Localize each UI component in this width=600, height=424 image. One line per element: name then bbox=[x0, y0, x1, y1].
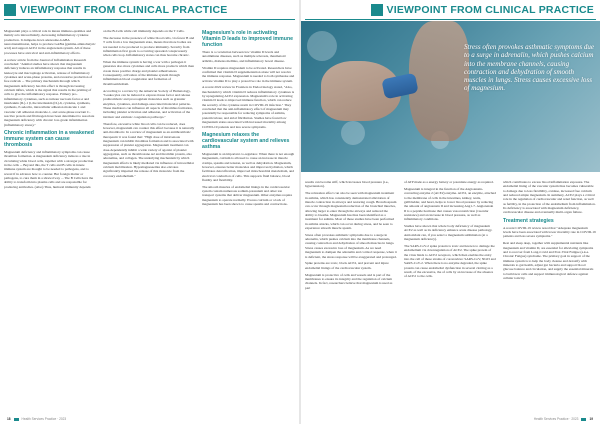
footer-source: Health Services Practice · 2023 bbox=[533, 417, 579, 421]
pull-quote: Stress often provokes asthmatic symptoms due to a surge in adrenalin, which pushes calcium into the membrane channels, causing contraction and dehydration of smooth muscles in lungs. Stress causes excessive loss of magnesium. bbox=[464, 43, 595, 93]
page-number: 18 bbox=[7, 417, 11, 421]
right-page bbox=[301, 0, 600, 424]
page-header bbox=[301, 3, 600, 17]
section-heading: Magnesium relaxes the cardiovascular system and relieves asthma bbox=[202, 131, 290, 150]
article-column-3 bbox=[202, 27, 295, 209]
article-column-2 bbox=[404, 180, 496, 281]
paragraph: Vitamin D requires magnesium to be activated. Researchers have confirmed that vitamin D supplementation alone will not resolve the immune response. Magnesium is needed to both synthesise and activate vitamin D to play a protective role in the immune system. bbox=[202, 65, 295, 83]
paragraph: results can become stiff, which increases blood pressure (i.e., hypertension). bbox=[305, 180, 390, 189]
paragraph: The relaxation effect can also be seen with magnesium treatment in asthma, which has consistently demonstrated alleviation of muscle contraction in airways and restoring cough. Bronchospasm can occur through magnesium reduction of the bronchial muscles, allowing larger to enter through the airways and reduced the ability to breathe. Magnesium has thus been identified as a treatment for asthma. Most of these studies have been performed in asthma attacks, which can occur during stress, and be seen to experience smooth muscle spasm. bbox=[305, 191, 397, 230]
page-footer bbox=[4, 417, 66, 421]
paragraph: A review article from the Journal of Inflammation Research concluded: "Animal studies have shown that magnesium deficiency induces an inflammatory response that results in leukocyte and macrophage activation, release of inflammatory cytokines and acute-phase proteins, and excessive production of free radicals ... The primary mechanism through which magnesium deficiency has this effect is through increasing calcium influx, which is the signal that results in the priming of cells to give the inflammatory response. Primary pro-inflammatory cytokines, such as tumour necrosis factor-α and interleukin (IL)-1 β, the interleukin (IL)-6, cytokine, synthesis, synthesis, E-selectin, intracellular adhesion molecule 1 and vascular cell adhesion molecule-1, and acute-phase reactant C-reactive protein and fibrinogen have been determined to associate magnesium deficiency with chronic low-grade inflammation (inflammatory stress)." bbox=[4, 57, 95, 127]
section-heading: Magnesium's role in activating Vitamin D leads to improved immune function bbox=[202, 30, 293, 48]
paragraph: which contributes to excess blood inflammation exposure. The endothelial lining of the vascular system thus becomes vulnerable to damage due to less flexibility, oxidase, increased free calcium and reduced ample magnesium. In summary, ACE2 plays a critical role in the regulation of cardiovascular and renal function, as well as fertility, in the protection of the endothelium from inflammation. Its deficiency is associated with magnesium deficiency, cardiovascular disease and eventually multi-organ failure. bbox=[503, 180, 596, 215]
article-column-3 bbox=[503, 180, 596, 283]
paragraph: The smooth muscles of endothelial linings in the cardiovascular system contain numerous sodium-potassium and other ion transport systems that deliver magnesium. Other enzymes require magnesium to operate normally. Excess calcium or a lack of magnesium has been shown to cause spasms and contractions. bbox=[202, 184, 293, 207]
section-title: VIEWPOINT FROM CLINICAL PRACTICE bbox=[386, 4, 594, 16]
paragraph: of ATP made as a energy battery or potentiate energy as required. bbox=[404, 180, 494, 184]
paragraph: Spike proteins are toxic, block ACE2, and prevent and injure endothelial linings of the cardiovascular system. bbox=[305, 261, 389, 270]
page-footer bbox=[534, 417, 596, 421]
header-rule bbox=[305, 19, 596, 20]
bokeh-light bbox=[307, 31, 337, 61]
paragraph: There is a correlation between low vitamin D levels and autoimmune diseases, such as multiple sclerosis, rheumatoid arthritis, diabetes mellitus, and inflammatory bowel disease. bbox=[202, 50, 286, 63]
paragraph: According to a review by the American Society of Hematology, "Leukocytes can be induced to express tissue factor and release prothrombotic and procoagulant molecules such as granular enzymes, cytokines, and damage-associated molecular patterns. These mediators can influence all aspects of thrombus formation, including platelet activation and adhesion, and activation of the intrinsic and extrinsic coagulation pathways." bbox=[103, 88, 193, 119]
paragraph: Magnesium deficiency and inflammatory symptoms can cause thrombus formation. A magnesium deficiency induces a rise in circulating white blood cells, together with a stronger production in the cells ... Beyond this, the T cells and B cells in innate immune system are thought to be needed to pathogens, and to reveal if in advance how to counter. But foreign matter or pathogens, to cure them in a shrewd way ... The B Cells have the ability to transform into plasma cells and are responsible for producing antibodies. (Also) Thus, humoral immunity depends bbox=[4, 150, 94, 189]
person-face-image bbox=[409, 21, 469, 141]
article-column-2 bbox=[103, 29, 195, 181]
paragraph: Magnesium plays a critical role in innate immuno-qualities and mainly acts intracellularly, decreasing inflammatory cytokine production. It dampens down adenosine-GABA neurotransmission, helps to produce GABA (gamma-aminobutyric acid) and support ACE2 in the angiotensin system. All of these processes have anti-viral and anti-inflammatory effects. bbox=[4, 29, 96, 55]
paragraph: Therefore, excessive white blood cells can be reduced, does however, magnesium can counter this effect because it is naturally anti-thrombotic. In a review of magnesium as an antithrombotic therapeutic it was found that: "High dose of intravenous magnesium can inhibit thrombus formation and is associated with suppression of platelet aggregation. Magnesium treatment can dose-dependently inhibit a wide variety of agonist of platelet aggregation, such as thromboxane A2 and thrombin protein, also adrenaline, and collagen. The underlying mechanism by which magnesium affects is likely mediated via influence of intracellular calcium mobilisation. Hypomagnesaemia also elevates significantly impaired the release of this molecule from the coronary endothelium." bbox=[103, 121, 195, 178]
paragraph: The decrease in the presence of white blood cells, via fewer B and T cells from a low magnesium state, means that more bodies are not needed to be produced to produce immunity. Severity from inflammation first goals to occurring spreaded conspicuously when cells loop. Inflammatory states can thus become chronic. bbox=[103, 35, 195, 58]
header-block-icon bbox=[4, 4, 16, 16]
page-number: 19 bbox=[589, 417, 593, 421]
footer-mark-icon bbox=[14, 418, 19, 421]
paragraph: A recent COVID-19 review noted that "Adequate magnesium levels have been associated with lower mortality rate in COVID-19 patients and less severe symptoms." bbox=[503, 225, 596, 239]
paragraph: on the B-Cells while cell immunity depends on the T Cells. bbox=[103, 29, 185, 33]
paragraph: When the immune system is having a war with a pathogen it generates also more cytokines and cells more products which then create more positive charge and platelet adhesiveness. Consequently, activation of the immune system through inflammation blood coagulation and formation of thromboembolism. bbox=[103, 60, 194, 86]
section-heading: Chronic inflammation in a weakened immune system can cause thrombosis bbox=[4, 130, 94, 149]
paragraph: Magnesium is an important co-regulator. When there is not enough magnesium, calcium is allowed to cause an increase in muscle cramps, spasms and tension, as well as dehydration. Magnesium, however, ensures better molecules and improves hydration, which facilitates detoxification, improved mitochondrial metabolism, and electrical conduction of cells. This supports fluid balance, blood fluidity and flexibility. bbox=[202, 151, 295, 182]
section-title: VIEWPOINT FROM CLINICAL PRACTICE bbox=[20, 4, 228, 16]
section-heading: Treatment strategies bbox=[503, 217, 554, 224]
paragraph: Magnesium is integral in the function of the Angiotensin-converting enzyme 2 (ACE2) enzyme. ACE2, an enzyme, attached to the membrane of cells in the intestines, kidney, testis, gallbladder, and heart, helps to lower blood pressure by reducing the amount of angiotensin II and increasing Ang1-7. Angiotensin II is a peptide hormone that causes vasoconstriction (vascular resistance) and an increase in blood pressure, as well as inflammatory conditions. bbox=[404, 186, 496, 222]
bokeh-light bbox=[341, 121, 365, 145]
footer-mark-icon bbox=[581, 418, 586, 421]
hero-photo bbox=[301, 21, 600, 172]
paragraph: Studies have shown that whole body deficiency of magnesium ACE2 as well as its deficiency enhance acute disease pathology. Antioxidant can, if you select a magnesium sublimation (at a magnesium deficiency). bbox=[404, 224, 493, 242]
article-column-1 bbox=[305, 180, 397, 292]
left-page bbox=[0, 0, 299, 424]
article-column-1 bbox=[4, 29, 96, 192]
footer-source: Health Services Practice · 2023 bbox=[21, 417, 67, 421]
paragraph: Rest and sleep deep, together with supplemental nutrients like magnesium and vitamin D, are essential for alleviating symptoms and to recover from Long-Covid and Post-Viral Fatigue (a.k.a. Chronic Fatigue) syndrome. The primary goal in support of the immune system is to help the body cleanse and detoxify with minerals to gut health, adjust gut bacteria and support blood glucose balance and circulation, and supply the essential minerals to build new cells and support immunological defence against cellular toxicity. bbox=[503, 241, 594, 281]
header-rule bbox=[4, 19, 295, 20]
paragraph: Magnesium is protective of cells and vessels and is part of the membranes to ensure its integrity and the regulation of calcium channels. In fact, researchers believe that magnesium is used as part bbox=[305, 272, 393, 290]
header-block-icon bbox=[371, 4, 383, 16]
paragraph: The SARS-CoV-2 spike protein is toxic and known to damage the endothelium via downregulation of ACE2. The spike protein of the virus binds to ACE2 receptors, which then enables the entry into the cell of these strains of coronavirus: SARS-CoV, NL63 and SARS-CoV-2. When there is no enzyme degraded, the spike protein can cause endothelial dysfunction in several clotting as a result, of the excessive, the of cells by an increase of the absence of ACE2 to the cells. bbox=[404, 243, 496, 279]
paragraph: Stress often provokes asthmatic symptoms due to a surge in adrenalin, which pushes calcium into the membrane channels, causing contraction and dehydration of smooth muscles in lungs. Stress causes excessive loss of magnesium. As we need magnesium to dampen the adrenalin and cortisol response, when it is deficient, the stress response will be exaggerated and prolonged. bbox=[305, 232, 397, 259]
page-header bbox=[0, 3, 299, 17]
paragraph: A recent 2022 review in Frontiers in Endocrinology stated, "Also, mechanism by which vitamin D reduces inflammatory cytokines is by upregulating ACE2 expression. Magnesium's role in activating vitamin D leads to improved immune function, which can reduce the severity of the cytokine storm in COVID-19 infection." They concluded that the anti-inflammatory effect of magnesium may potentially be responsible for reducing symptoms of asthma, preterm labour, and atrial fibrillation. Studies have found low magnesium status associated with increased mortality among COVID-19 patients and less severe symptoms. bbox=[202, 85, 295, 129]
